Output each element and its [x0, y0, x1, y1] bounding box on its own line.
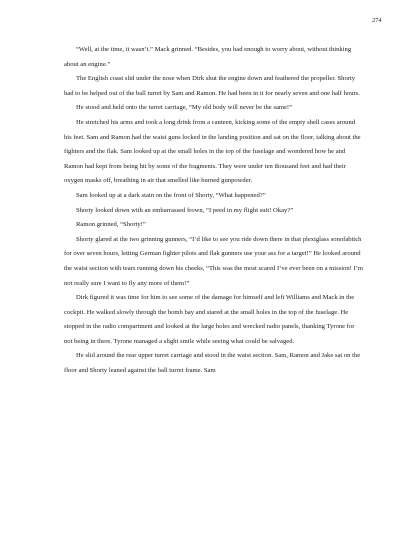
body-text: [64, 43, 364, 379]
paragraph: He stood and held onto the turret carriage, “My old body will never be the same!”: [76, 104, 293, 112]
paragraph: “Well, at the time, it wasn’t.” Mack grinned. “Besides, you had enough to worry about, without thinking about an engine.”: [64, 46, 352, 68]
paragraph: The English coast slid under the nose when Dirk shut the engine down and feathered the propeller. Shorty had to be helped out of the ball turret by Sam and Ramon. He had been in it for nearly seven and one half hours.: [64, 75, 360, 97]
page-number: 274: [372, 17, 382, 24]
paragraph: He slid around the rear upper turret carriage and stood in the waist section. Sam, Ramon and Jake sat on the floor and Shorty leaned against the ball turret frame. Sam: [64, 352, 361, 375]
paragraph: Ramon grinned, “Shorty!”: [76, 221, 146, 229]
paragraph: Shorty looked down with an embarrassed frown, “I peed in my flight suit! Okay?”: [76, 206, 294, 214]
paragraph: He stretched his arms and took a long drink from a canteen, kicking some of the empty shell cases around his feet. Sam and Ramon had the waist guns locked in the landing position and sat on the floor, talking about the fighters and the flak. Sam looked up at the small holes in the top of the fuselage and wondered how he and Ramon had kept from being hit by some of the fragments. They were under ten thousand feet and had their oxygen masks off, breathing in air that smelled like burned gunpowder.: [64, 118, 361, 185]
paragraph: Dirk figured it was time for him to see some of the damage for himself and left Williams and Mack in the cockpit. He walked slowly through the bomb bay and stared at the small holes in the top of the fuselage. He stopped in the radio compartment and looked at the large holes and wrecked radio panels, thanking Tyrone for not being in there. Tyrone managed a slight smile while seeing what could be salvaged.: [64, 294, 355, 345]
paragraph: Shorty glared at the two grinning gunners, “I’d like to see you ride down there in that plexiglass sonofabitch for over seven hours, letting German fighter pilots and flak gunners use your ass for a target!” He looked around the waist section with tears running down his cheeks, “This was the most scared I’ve ever been on a mission! I’m not really sure I want to fly any more of them!”: [64, 235, 364, 287]
paragraph: Sam looked up at a dark stain on the front of Shorty, “What happened?”: [76, 191, 266, 199]
